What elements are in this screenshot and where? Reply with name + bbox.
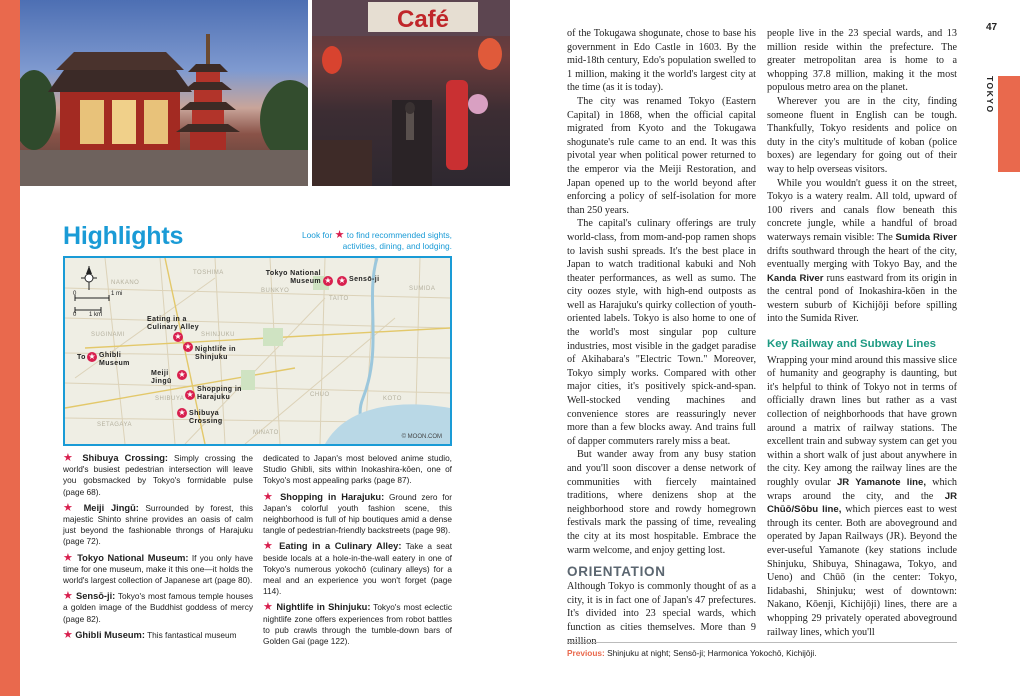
highlight-text: Tokyo's most eclectic nightlife zone offers experiences from robot battles to pub crawls through the tumble-down bars of Golden Gai (page 122).: [263, 602, 452, 647]
paragraph: The city was renamed Tokyo (Eastern Capital) in 1868, when the official capital migrated from Kyoto and the Tokugawa shogunate's rule came to an end. It was this pivotal year when political power returned to the emperor via the Meiji Restoration, and Japan opened up to the world beyond after enforcing a policy of self-isolation for more than 250 years.: [567, 95, 756, 216]
running-head: TOKYO: [985, 76, 995, 114]
paragraph: Wherever you are in the city, finding someone fluent in English can be tough. Thankfully, Tokyo residents and police on duty in the city's multitude of koban (police boxes) are legendary for going out of their way to help overseas visitors.: [767, 95, 957, 175]
highlight-item: [63, 553, 253, 587]
star-icon: ★: [63, 590, 74, 603]
page-number: 47: [986, 22, 998, 33]
highlight-text: Surrounded by forest, this majestic Shinto shrine provides an oasis of calm just beyond the fashionable throngs of Harajuku (page 72).: [63, 502, 253, 547]
body-column-2: [767, 27, 957, 639]
district-suginami: SUGINAMI: [91, 332, 125, 338]
map-label-harajuku: Shopping in Harajuku: [197, 386, 242, 401]
map-pin-nightlife: ★: [184, 342, 192, 351]
star-icon: ★: [263, 601, 274, 614]
district-shinjuku: SHINJUKU: [201, 332, 236, 338]
map-label-museum: Tokyo National Museum: [265, 270, 321, 285]
caption-label: Previous:: [567, 648, 605, 658]
map-label-ghibli: Ghibli Museum: [99, 352, 130, 367]
highlight-name: Nightlife in Shinjuku:: [276, 602, 371, 613]
map-pin-shibuya: ★: [178, 408, 186, 417]
highlight-item: [63, 630, 253, 641]
text-run: Wrapping your mind around this massive slice of humanity and geography is daunting, but it's helpful to think of Tokyo not in terms of officially drawn lines but rather as a vast collection of neighborhoods that have grown around a matrix of railway stations. The excellent train and subway system can get you within a short walk of just about anywhere in the city. Key among the railway lines are the roughly ovular: [767, 354, 957, 488]
highlights-note: [300, 230, 452, 252]
highlight-item: [263, 541, 452, 597]
district-toshima: TOSHIMA: [193, 270, 224, 276]
text-run: which pierces east to west through its center. Both are aboveground and operated by Japan Railways (JR). Beyond the ever-useful Yamanote (key stations include Shinjuku, Shibuya, Shinagawa, Tokyo, and Ueno) and Chūō (in the center: Tokyo, Iidabashi, Shinjuku; west of downtown: Nakano, Kōenji, Kichijōji) lines, there are a whopping 29 privately operated aboveground railway lines, which you'll: [767, 504, 957, 638]
paragraph: But wander away from any busy station and you'll soon discover a dense network of communities with fiercely maintained traditions, where denizens shop at the neighborhood store and rowdy homegrown festivals mark the passing of time, revealing the city at its most hospitable. Embrace the warm welcome, and enjoy getting lost.: [567, 449, 756, 556]
star-icon: ★: [63, 452, 77, 464]
text-run: runs eastward from its origin in the central pond of Inokashira-kōen in the western suburb of Kichijōji before spilling into the Sumida River.: [767, 272, 958, 325]
highlight-text: This fantastical museum: [147, 629, 237, 640]
paragraph: Although Tokyo is commonly thought of as a city, it is in fact one of Japan's 47 prefectures. It's divided into 23 special wards, which function as cities themselves. More than 9: [567, 581, 756, 633]
highlights-column-1: [63, 453, 253, 646]
star-icon: ★: [63, 501, 78, 514]
highlight-name: Shibuya Crossing:: [82, 453, 169, 463]
highlights-column-2: [263, 453, 452, 652]
highlight-text: Take a seat beside locals at a hole-in-the-wall eatery in one of Tokyo's numerous yokochō (culinary alleys) for a meal and an experience you won't forget (page 114).: [263, 541, 453, 597]
district-bunkyo: BUNKYO: [261, 288, 290, 294]
highlight-name: Eating in a Culinary Alley:: [279, 541, 402, 552]
note-post: to find recommended sights, activities, dining, and lodging.: [342, 230, 452, 251]
photo-sensoji: [20, 0, 308, 186]
bold-term: JR Chūō/Sōbu line,: [767, 490, 957, 516]
map-pin-ghibli: ★: [88, 352, 96, 361]
highlight-item: [263, 492, 452, 537]
highlight-name: Sensō-ji:: [76, 591, 116, 602]
alley-illustration: [312, 0, 510, 186]
highlights-map: [63, 256, 452, 446]
district-chuo: CHUO: [310, 392, 330, 398]
district-taito: TAITO: [329, 296, 349, 302]
district-nakano: NAKANO: [111, 280, 140, 286]
highlights-title: Highlights: [63, 222, 184, 250]
chapter-tab: [998, 76, 1020, 172]
orientation-heading: ORIENTATION: [567, 564, 666, 580]
district-shibuya: SHIBUYA: [155, 396, 185, 402]
highlight-name: Tokyo National Museum:: [77, 552, 189, 563]
district-sumida: SUMIDA: [409, 286, 436, 292]
map-label-sensoji: Sensō-ji: [349, 276, 380, 283]
caption-rule: [567, 642, 957, 643]
highlight-text: If you only have time for one museum, make it this one—it holds the world's largest collection of Japanese art (page 80).: [63, 552, 253, 586]
paragraph-railway: [767, 354, 957, 639]
scale-mi: 1 mi: [111, 291, 123, 297]
page-edge-band: [0, 0, 20, 696]
star-icon: ★: [63, 551, 74, 564]
body-column-1: [567, 27, 756, 648]
highlight-name: Shopping in Harajuku:: [280, 491, 385, 502]
highlight-item: [63, 591, 253, 625]
highlight-item: [63, 453, 253, 498]
photo-alley: [312, 0, 510, 186]
map-label-to: To: [77, 354, 86, 361]
map-pin-harajuku: ★: [186, 390, 194, 399]
map-credit: © MOON.COM: [401, 434, 442, 440]
map-label-eating: Eating in a Culinary Alley: [147, 316, 200, 331]
paragraph-rivers: [767, 177, 957, 327]
map-pin-sensoji: ★: [338, 276, 346, 285]
map-label-nightlife: Nightlife in Shinjuku: [195, 346, 236, 361]
sensoji-illustration: [20, 0, 308, 186]
district-setagaya: SETAGAYA: [97, 422, 133, 428]
text-run: which wraps around the city, and the: [767, 477, 958, 502]
star-icon: ★: [63, 628, 73, 641]
map-label-shibuya: Shibuya Crossing: [189, 410, 223, 425]
paragraph: of the Tokugawa shogunate, chose to base his government in Edo Castle in 1603. By the mid-18th century, Edo's population swelled to 1 million, making it the world's largest city at the time (as it is today).: [567, 28, 756, 94]
district-koto: KOTO: [383, 396, 402, 402]
text-run: While you wouldn't guess it on the street, Tokyo is a watery realm. All told, upward of 100 rivers and canals flow beneath this concrete jungle, while a handful of broad waterways remain visible: The: [767, 177, 957, 243]
star-icon: ★: [263, 540, 275, 553]
scale-km: 1 km: [89, 312, 103, 318]
paragraph: people live in the 23 special wards, and 13 million reside within the prefecture. The greater metropolitan area is home to a whopping 37.8 million, making it the most populous metro area on the planet.: [767, 28, 957, 94]
map-pin-eating: ★: [174, 332, 182, 341]
highlight-name: Meiji Jingū:: [83, 502, 139, 513]
highlight-name: Ghibli Museum:: [75, 629, 145, 640]
railway-heading: Key Railway and Subway Lines: [767, 338, 937, 351]
text-run: drifts southward through the heart of the city, eventually merging with Tokyo Bay, and the: [767, 245, 957, 271]
star-icon: ★: [334, 229, 345, 241]
bold-term: Sumida River: [895, 231, 957, 243]
highlight-text: Ground zero for Japan's colorful youth fashion scene, this neighborhood is full of hip boutiques amid a dense tangle of pedestrian-friendly backstreets (page 98).: [263, 491, 452, 536]
map-pin-museum: ★: [324, 276, 332, 285]
highlight-text: dedicated to Japan's most beloved anime studio, Studio Ghibli, sits within Inokashira-kōen, one of Tokyo's most appealing parks (page 87).: [263, 453, 452, 486]
highlight-text: Tokyo's most famous temple houses a golden image of the Buddhist goddess of mercy (page 82).: [63, 591, 253, 624]
paragraph: The capital's culinary offerings are truly world-class, from mom-and-pop ramen shops to lavish sushi spreads. It's the best place in Japan to watch traditional kabuki and Noh theater performances, as well as sumo. The city oozes style, with high-end outposts as well as Harajuku's quirky collection of youth-oriented labels. Tokyo is also home to one of the world's most singular pop culture industries, most visible in the gadget paradise of Akihabara's "Electric Town." Moreover, Tokyo simply works. Compared with other major cities, it's positively spick-and-span. Well-stocked vending machines and convenience stores are reassuringly never more than a few blocks away. And trains full of dapper commuters rarely miss a beat.: [567, 218, 756, 447]
note-pre: Look for: [301, 230, 333, 240]
bold-term: JR Yamanote line,: [836, 477, 926, 488]
scale-zero-mi: 0: [73, 291, 77, 297]
highlight-text: Simply crossing the world's busiest pedestrian intersection will leave you gobsmacked by Tokyo's formidable pulse (page 68).: [63, 453, 254, 497]
caption-text: Shinjuku at night; Sensō-ji; Harmonica Yokochō, Kichijōji.: [607, 648, 817, 658]
cafe-sign-text: Café: [396, 6, 450, 33]
highlight-item-continued: [263, 453, 452, 487]
bold-term: Kanda River: [767, 272, 824, 284]
district-minato: MINATO: [253, 430, 279, 436]
map-pin-meiji: ★: [178, 370, 186, 379]
highlight-item: [263, 602, 452, 647]
star-icon: ★: [263, 490, 276, 503]
map-label-meiji: Meiji Jingū: [151, 370, 172, 385]
highlight-item: [63, 503, 253, 548]
photo-caption: [567, 648, 817, 658]
scale-zero-km: 0: [73, 312, 77, 318]
